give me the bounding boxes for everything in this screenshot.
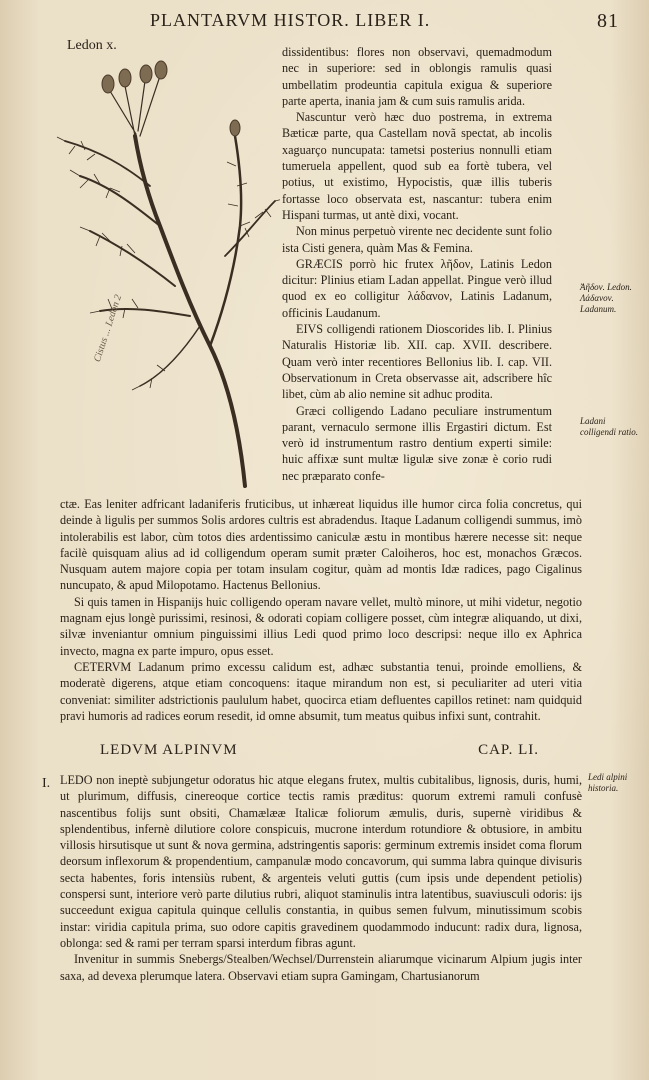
paragraph: LEDO non ineptè subjungetur odoratus hic atque elegans frutex, multis cubitalibus, lignosis, duris, humi, ut plurimum, diffusis, cinereoque cortice tectis ramis præditus: quorum extremi ramuli confusè nascentibus folijs sunt obsiti, Chamælææ Italicæ foliorum æmulis, duris, supernè viridibus & splendentibus, infernè dilutiore colore conspicuis, mucrone interdum rotundiore & obtusiore, in ambitu villosis hirsutisque ut sunt & nova germina, adstringentis saporis: germinum extremis insidet coma florum deorsum inflexorum & propendentium, campanulæ modo concavorum, qui summa labra quinque divisuris secta habentes, foris intensiùs rubent, & argenteis veluti guttis (cum ipsis unde dependent petiolis) conspersi sunt, interiore verò parte dilutius rubri, aliquot staminulis intra latentibus, suaviusculi odoris: ijs succeedunt exigua capitula quinque cellulis constantia, in quibus semen fulvum, minutissimum scobis instar: viridia capitula prima, suo odore capitis gravedinem quodammodo inducunt: radix dura, lignosa, oblonga: sed & rami per terram sparsi interdum fibras agunt. [60, 773, 582, 950]
paragraph: ctæ. Eas leniter adfricant ladaniferis fruticibus, ut inhæreat liquidus ille humor circa folia concretus, qui deinde à ligulis per summos Solis ardores cultris est abradendus. Itaque Ladanum colligendi summus, imò intolerabilis est labor, cùm totos dies ardentissimo caniculæ æstu in montibus hærere necesse sit: neque facilè quisquam alius ad id colligendum operam sumit præter Caloiheros, hoc est, monachos Græcos. Nusquam autem majore copia per totam insulam cogitur, quàm ad montis Idæ radices, pago Cigalinus nuncupato, & apud Milopotamo. Hactenus Bellonius. [60, 497, 582, 593]
chapter-heading [100, 742, 579, 762]
chapter-number-label: CAP. LI. [478, 742, 539, 758]
page-header [150, 10, 619, 32]
section-number: I. [42, 776, 51, 791]
chapter-title: LEDVM ALPINVM [100, 742, 238, 758]
margin-note-ladani: Ladani colligendi ratio. [580, 416, 638, 437]
paragraph: Non minus perpetuò virente nec decidente sunt folio ista Cisti genera, quàm Mas & Femina. [282, 224, 552, 255]
running-title: PLANTARVM HISTOR. LIBER I. [150, 10, 431, 30]
plate-label: Ledon x. [67, 38, 117, 53]
paragraph: CETERVM Ladanum primo excessu calidum est, adhæc substantia tenui, proinde emolliens, & moderatè digerens, atque etiam concoquens: itaque mirandum non est, si peculiariter ad uteri vitia conveniat: similiter adstrictionis paululum habet, quocirca etiam defluentes capillos retinet: nam quidquid pravi humoris ad radices eorum resedit, id omne absumit, tum meatus quibus infixi sunt, contrahit. [60, 659, 582, 723]
paragraph: Invenitur in summis Snebergs/Stealben/Wechsel/Durrenstein aliarumque vicinarum Alpium jugis inter saxa, ad devexa plerumque latera. Observavi etiam supra Gamingam, Chartusianorum [60, 952, 582, 983]
plant-illustration [40, 56, 280, 496]
full-width-text [60, 496, 582, 724]
chapter-text [60, 772, 582, 984]
paragraph: Si quis tamen in Hispanijs huic colligendo operam navare vellet, multò minore, ut mihi videtur, negotio magnam ejus longè purissimi, resinosi, & odorati copiam colligere posset, cùm integræ aliquando, ut dixi, silvæ inveniantur omnium pinguissimi illius Ledi quod primo loco descripsi: neque illo ex Aphrica invecto, magna ex parte impuro, opus esset. [60, 594, 582, 658]
margin-note-ledi-alpini: Ledi alpini historia. [588, 772, 628, 793]
paragraph: EIVS colligendi rationem Dioscorides lib. I. Plinius Naturalis Historiæ lib. XII. cap. XVII. describere. Quam verò inter recentiores Bellonius lib. I. cap. VII. Observationum in Creta observasse ait, adscribere hîc libet, cùm ab alio nemine sit adhuc prodita. [282, 322, 552, 402]
right-column-text [282, 44, 552, 484]
paragraph: Nascuntur verò hæc duo postrema, in extrema Bæticæ parte, qua Castellam novã spectat, ab incolis xaguarço nuncupata: tametsi posterius nonnulli etiam tumeruela appellent, quod sub ea fortè tubera, vel potius, ut existimo, Hypocistis, quæ illis tuberis fortasse loco observata est, nascantur: tubera enim Hispani turmas, ut antè dixi, vocant. [282, 110, 552, 222]
paragraph: Græci colligendo Ladano peculiare instrumentum parant, vernaculo sermone illis Ergastiri dictum. Est verò id instrumentum rastro dentium experti simile: huic affixæ sunt multæ ligulæ sive zonæ è corio rudi nec præparato confe- [282, 403, 552, 483]
margin-note-greek: Ἀῆδον. Ledon. Λάδανον. Ladanum. [580, 282, 632, 314]
handwritten-inscription: Cistus ... Ledon 2 [92, 293, 125, 364]
paragraph: dissidentibus: flores non observavi, quemadmodum nec in superiore: sed in oblongis ramulis quasi umbellatim prodeuntia capitula exigua & superiore parte aperta, inania jam & cum suis ramulis arida. [282, 45, 552, 108]
paragraph: GRÆCIS porrò hic frutex λῆδον, Latinis Ledon dicitur: Plinius etiam Ladan appellat. Pingue verò illud quod ex eo colligitur λάδανον, Latinis Ladanum, officinis Laudanum. [282, 256, 552, 320]
page-number: 81 [597, 10, 619, 32]
